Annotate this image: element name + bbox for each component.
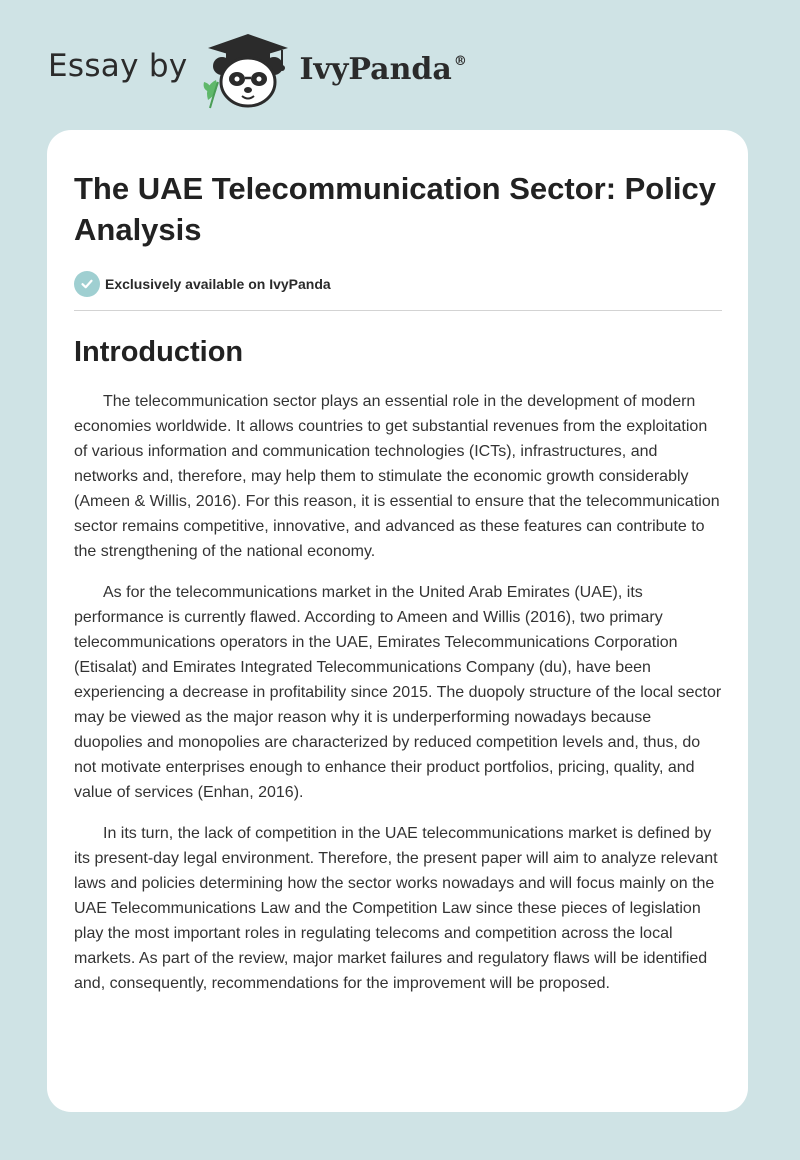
essay-by-label: Essay by	[48, 48, 188, 84]
registered-mark: ®	[453, 53, 467, 69]
paragraph: In its turn, the lack of competition in the UAE telecommunications market is defined by its present-day legal environment. Therefore, the present paper will aim to analyze relevant laws and policies determining how the sector works nowadays and will focus mainly on the UAE Telecommunications Law and the Competition Law since these pieces of legislation play the most important roles in regulating telecoms and competition across the local markets. As part of the review, major market failures and regulatory flaws will be identified and, consequently, recommendations for the improvement will be proposed.	[74, 825, 718, 992]
paragraph: As for the telecommunications market in the United Arab Emirates (UAE), its performance is currently flawed. According to Ameen and Willis (2016), two primary telecommunications operators in the UAE, Emirates Telecommunications Corporation (Etisalat) and Emirates Integrated Telecommunications Company (du), have been experiencing a decrease in profitability since 2015. The duopoly structure of the local sector may be viewed as the major reason why it is underperforming nowadays because duopolies and monopolies are characterized by reduced competition levels and, thus, do not motivate enterprises enough to enhance their product portfolios, pricing, quality, and value of services (Enhan, 2016).	[74, 584, 722, 801]
section-heading-introduction: Introduction	[74, 336, 244, 368]
essay-content	[74, 168, 722, 996]
check-circle-icon	[74, 271, 100, 297]
paragraph: The telecommunication sector plays an essential role in the development of modern economies worldwide. It allows countries to get substantial revenues from the exploitation of various information and communication technologies (ICTs), infrastructures, and networks and, therefore, may help them to stimulate the economic growth considerably (Ameen & Willis, 2016). For this reason, it is essential to ensure that the telecommunication sector remains competitive, innovative, and advanced as these features can contribute to the strengthening of the national economy.	[74, 393, 720, 560]
page-title: The UAE Telecommunication Sector: Policy Analysis	[74, 171, 716, 247]
divider	[74, 310, 722, 311]
exclusive-badge	[74, 270, 722, 298]
panda-graduate-icon	[202, 30, 294, 110]
site-header	[48, 30, 467, 110]
essay-card	[47, 130, 748, 1112]
brand-name: IvyPanda ®	[299, 51, 467, 87]
exclusive-badge-text: Exclusively available on IvyPanda	[105, 276, 331, 292]
